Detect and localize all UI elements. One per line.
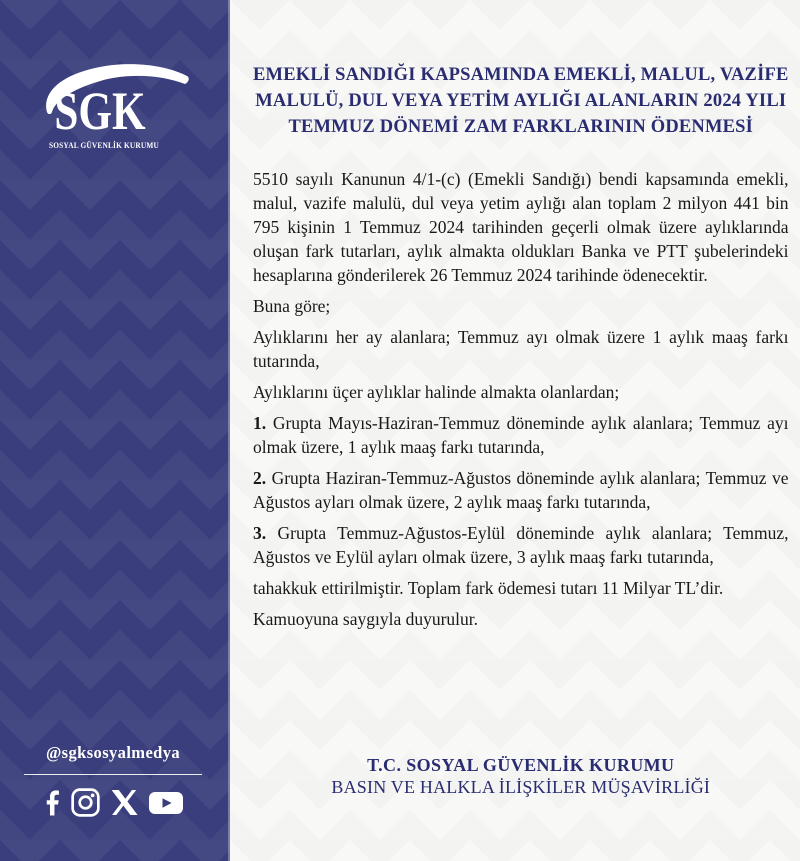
sgk-logo	[40, 62, 190, 150]
footer	[253, 754, 789, 798]
logo-subtitle: SOSYAL GÜVENLİK KURUMU	[48, 141, 160, 150]
paragraph-text: Grupta Mayıs-Haziran-Temmuz döneminde aylık alanlara; Temmuz ayı olmak üzere, 1 aylık maaş farkı tutarında,	[253, 413, 789, 457]
body-paragraph	[253, 521, 789, 569]
social-icons-row	[0, 788, 226, 817]
social-handle: @sgksosyalmedya	[45, 743, 181, 762]
paragraph-text: Grupta Temmuz-Ağustos-Eylül döneminde aylık alanlara; Temmuz, Ağustos ve Eylül ayları olmak üzere, 3 aylık maaş farkı tutarında,	[253, 523, 789, 567]
footer-institution: T.C. SOSYAL GÜVENLİK KURUMU	[367, 755, 675, 775]
paragraph-text: Aylıklarını her ay alanlara; Temmuz ayı olmak üzere 1 aylık maaş farkı tutarında,	[253, 327, 789, 371]
youtube-icon	[149, 791, 183, 815]
announcement-body	[253, 167, 789, 631]
instagram-icon	[71, 788, 100, 817]
paragraph-number: 1.	[253, 413, 267, 433]
body-paragraph	[253, 167, 789, 287]
paragraph-text: 5510 sayılı Kanunun 4/1-(c) (Emekli Sandığı) bendi kapsamında emekli, malul, vazife malulü, dul veya yetim aylığı alan toplam 2 milyon 441 bin 795 kişinin 1 Temmuz 2024 tarihinden geçerli olmak üzere aylıklarında oluşan fark tutarları, aylık almakta oldukları Banka ve PTT şubelerindeki hesaplarına gönderilerek 26 Temmuz 2024 tarihinde ödenecektir.	[253, 169, 789, 285]
body-paragraph	[253, 380, 789, 404]
logo-acronym: SGK	[54, 81, 146, 141]
paragraph-number: 2.	[253, 468, 267, 488]
facebook-icon	[43, 788, 60, 817]
title-line: TEMMUZ DÖNEMİ ZAM FARKLARININ ÖDENMESİ	[288, 117, 754, 137]
title-line: EMEKLİ SANDIĞI KAPSAMINDA EMEKLİ, MALUL, VAZİFE	[253, 65, 789, 85]
social-block	[0, 743, 226, 817]
body-paragraph	[253, 607, 789, 631]
body-paragraph	[253, 466, 789, 514]
x-icon	[111, 790, 138, 815]
paragraph-text: Aylıklarını üçer aylıklar halinde almakta olanlardan;	[253, 382, 620, 402]
paragraph-text: Grupta Haziran-Temmuz-Ağustos döneminde aylık alanlara; Temmuz ve Ağustos ayları olmak üzere, 2 aylık maaş farkı tutarında,	[253, 468, 789, 512]
divider-line	[24, 774, 202, 775]
body-paragraph	[253, 294, 789, 318]
paragraph-number: 3.	[253, 523, 267, 543]
sidebar	[0, 0, 230, 861]
main-content	[230, 0, 800, 861]
body-paragraph	[253, 325, 789, 373]
paragraph-text: Buna göre;	[253, 296, 331, 316]
footer-department: BASIN VE HALKLA İLİŞKİLER MÜŞAVİRLİĞİ	[331, 777, 711, 797]
paragraph-text: tahakkuk ettirilmiştir. Toplam fark ödemesi tutarı 11 Milyar TL’dir.	[253, 578, 724, 598]
body-paragraph	[253, 576, 789, 600]
paragraph-text: Kamuoyuna saygıyla duyurulur.	[253, 609, 479, 629]
title-line: MALULÜ, DUL VEYA YETİM AYLIĞI ALANLARIN 2024 YILI	[255, 91, 787, 111]
body-paragraph	[253, 411, 789, 459]
page-title	[253, 62, 789, 140]
